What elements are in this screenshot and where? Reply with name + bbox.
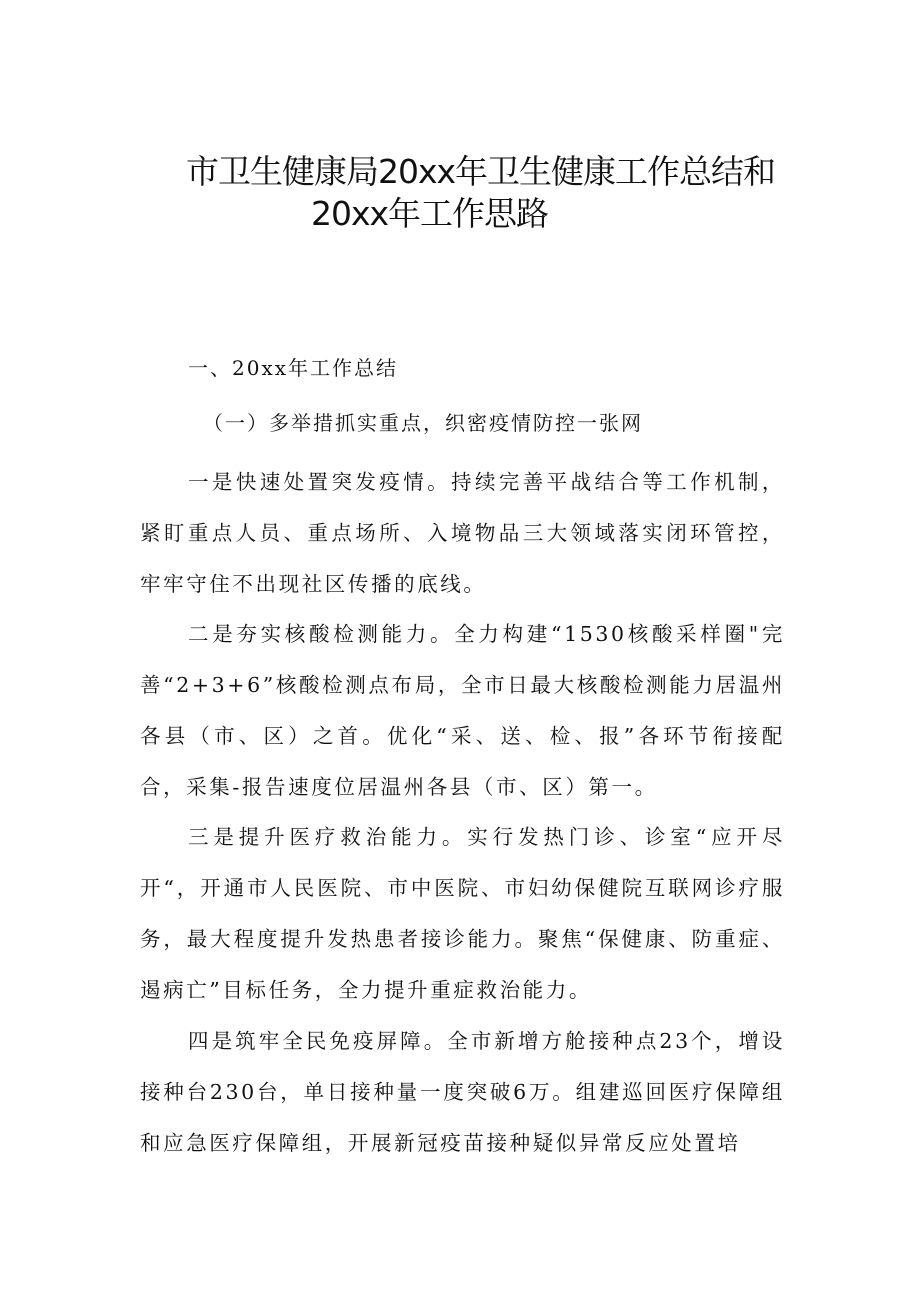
subsection-heading: （一）多举措抓实重点，织密疫情防控一张网 [203,411,643,435]
document-title-line-1: 市卫生健康局20xx年卫生健康工作总结和 [186,152,776,191]
section-heading: 一、20xx年工作总结 [188,356,399,380]
paragraph-emergency-response: 一是快速处置突发疫情。持续完善平战结合等工作机制，紧盯重点人员、重点场所、入境物品三大领域落实闭环管控，牢牢守住不出现社区传播的底线。 [140,470,785,596]
paragraph-nucleic-acid-testing: 二是夯实核酸检测能力。全力构建“1530核酸采样圈"完善“2+3+6”核酸检测点布局，全市日最大核酸检测能力居温州各县（市、区）之首。优化“采、送、检、报”各环节衔接配合，采集-报告速度位居温州各县（市、区）第一。 [140,622,785,799]
paragraph-medical-treatment: 三是提升医疗救治能力。实行发热门诊、诊室“应开尽开“，开通市人民医院、市中医院、市妇幼保健院互联网诊疗服务，最大程度提升发热患者接诊能力。聚焦“保健康、防重症、遏病亡”目标任务，全力提升重症救治能力。 [140,825,785,1002]
paragraph-immunization-barrier: 四是筑牢全民免疫屏障。全市新增方舱接种点23个，增设接种台230台，单日接种量一度突破6万。组建巡回医疗保障组和应急医疗保障组，开展新冠疫苗接种疑似异常反应处置培 [140,1029,785,1155]
document-title-line-2: 20xx年工作思路 [311,194,549,233]
